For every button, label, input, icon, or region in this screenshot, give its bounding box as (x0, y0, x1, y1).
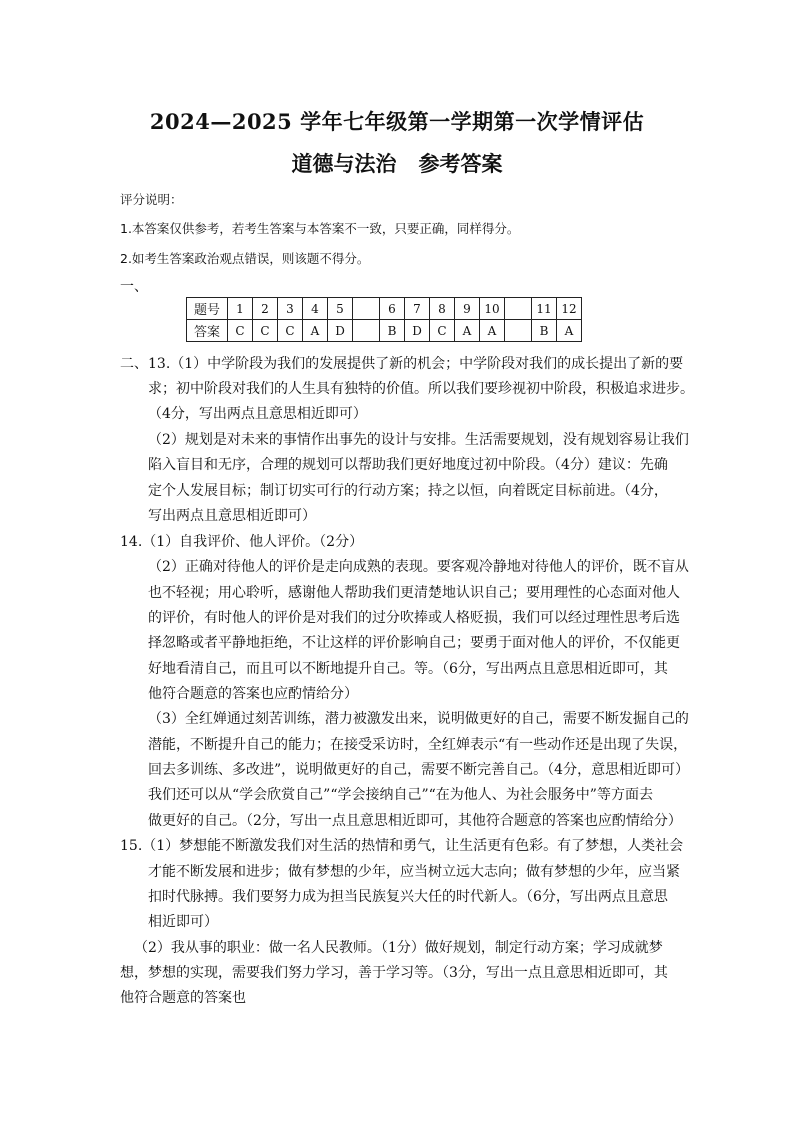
answer-cell: D (405, 320, 430, 342)
q13-line: 定个人发展目标；制订切实可行的行动方案；持之以恒，向着既定目标前进。（4分， (148, 483, 668, 499)
multiple-choice-answer-table (186, 297, 582, 342)
question-number: 11 (532, 298, 557, 320)
section-1-label: 一、 (120, 279, 148, 295)
subject-name: 道德与法治 (291, 151, 397, 176)
q15-line: 想，梦想的实现，需要我们努力学习，善于学习等。（3分，写出一点且意思相近即可，其 (120, 965, 668, 981)
q13-line: 陷入盲目和无序，合理的规划可以帮助我们更好地度过初中阶段。（4分）建议：先确 (148, 457, 668, 473)
answer-cell: C (253, 320, 278, 342)
blank-cell (505, 298, 532, 320)
question-number: 12 (557, 298, 582, 320)
answer-cell: B (380, 320, 405, 342)
blank-cell (353, 298, 380, 320)
question-number-header: 题号 (187, 298, 228, 320)
page-title: 2024—2025 学年七年级第一学期第一次学情评估 (149, 109, 645, 134)
page-subtitle (0, 148, 794, 178)
question-number: 4 (303, 298, 328, 320)
answer-header: 答案 (187, 320, 228, 342)
blank-cell (353, 320, 380, 342)
scoring-rule-1: 1.本答案仅供参考，若考生答案与本答案不一致，只要正确，同样得分。 (120, 221, 520, 236)
answer-cell: A (480, 320, 505, 342)
question-number: 5 (328, 298, 353, 320)
answer-cell: A (455, 320, 480, 342)
q14-line: 也不轻视；用心聆听，感谢他人帮助我们更清楚地认识自己；要用理性的心态面对他人 (148, 585, 680, 601)
question-number: 3 (278, 298, 303, 320)
answer-key-label: 参考答案 (418, 151, 503, 176)
q14-line: 做更好的自己。（2分，写出一点且意思相近即可，其他符合题意的答案也应酌情给分） (148, 813, 682, 829)
scoring-rule-2: 2.如考生答案政治观点错误，则该题不得分。 (120, 251, 370, 266)
q13-line: （2）规划是对未来的事情作出事先的设计与安排。生活需要规划，没有规划容易让我们 (148, 432, 689, 448)
answer-row (187, 320, 582, 342)
answer-cell: D (328, 320, 353, 342)
q14-line: 他符合题意的答案也应酌情给分） (148, 686, 358, 702)
q13-line: 求；初中阶段对我们的人生具有独特的价值。所以我们要珍视初中阶段，积极追求进步。 (148, 381, 694, 397)
q14-line: 好地看清自己，而且可以不断地提升自己。等。（6分，写出两点且意思相近即可，其 (148, 661, 668, 677)
question-number: 10 (480, 298, 505, 320)
question-number: 8 (430, 298, 455, 320)
blank-cell (505, 320, 532, 342)
q14-line: 择忽略或者平静地拒绝，不让这样的评价影响自己；要勇于面对他人的评价，不仅能更 (148, 635, 680, 651)
q14-line: 回去多训练、多改进”，说明做更好的自己，需要不断完善自己。（4分，意思相近即可） (148, 762, 690, 778)
q13-line: 二、13.（1）中学阶段为我们的发展提供了新的机会；中学阶段对我们的成长提出了新的要 (120, 356, 684, 372)
question-number: 2 (253, 298, 278, 320)
question-number: 9 (455, 298, 480, 320)
q15-line: 15.（1）梦想能不断激发我们对生活的热情和勇气，让生活更有色彩。有了梦想，人类社会 (120, 838, 684, 854)
q14-line: 14.（1）自我评价、他人评价。（2分） (120, 534, 364, 550)
q15-line: 他符合题意的答案也 (120, 990, 246, 1006)
q15-line: （2）我从事的职业：做一名人民教师。（1分）做好规划，制定行动方案；学习成就梦 (134, 940, 663, 956)
question-number-row (187, 298, 582, 320)
q15-line: 相近即可） (148, 914, 218, 930)
question-number: 7 (405, 298, 430, 320)
q15-line: 扣时代脉搏。我们要努力成为担当民族复兴大任的时代新人。（6分，写出两点且意思 (148, 889, 668, 905)
q14-line: （3）全红婵通过刻苦训练，潜力被激发出来，说明做更好的自己，需要不断发掘自己的 (148, 711, 689, 727)
answer-cell: A (557, 320, 582, 342)
q15-line: 才能不断发展和进步；做有梦想的少年，应当树立远大志向；做有梦想的少年，应当紧 (148, 864, 680, 880)
q14-line: （2）正确对待他人的评价是走向成熟的表现。要客观冷静地对待他人的评价，既不盲从 (148, 559, 689, 575)
answer-cell: B (532, 320, 557, 342)
q14-line: 潜能，不断提升自己的能力；在接受采访时，全红婵表示“有一些动作还是出现了失误， (148, 737, 688, 753)
answer-cell: C (228, 320, 253, 342)
scoring-notes-label: 评分说明： (120, 192, 183, 207)
answer-cell: C (430, 320, 455, 342)
question-number: 1 (228, 298, 253, 320)
q14-line: 的评价，有时他人的评价是对我们的过分吹捧或人格贬损，我们可以经过理性思考后选 (148, 610, 680, 626)
q13-line: （4分，写出两点且意思相近即可） (148, 406, 367, 422)
question-number: 6 (380, 298, 405, 320)
answer-cell: C (278, 320, 303, 342)
q13-line: 写出两点且意思相近即可） (148, 508, 316, 524)
answer-cell: A (303, 320, 328, 342)
q14-line: 我们还可以从“学会欣赏自己”“学会接纳自己”“在为他人、为社会服务中”等方面去 (148, 787, 653, 803)
